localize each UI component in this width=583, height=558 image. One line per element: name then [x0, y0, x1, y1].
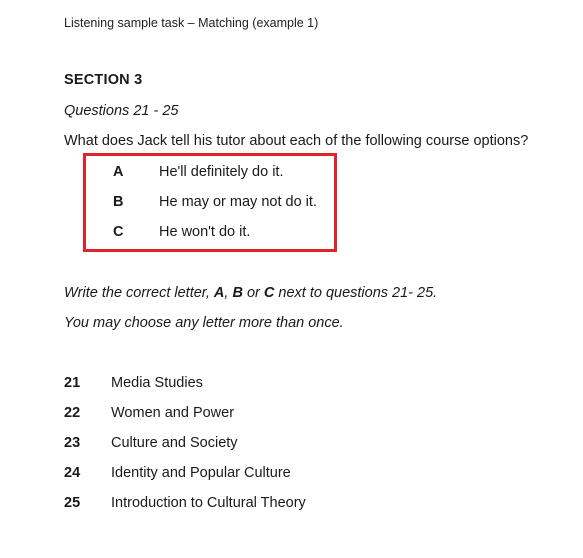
question-text: Culture and Society — [111, 435, 238, 451]
question-number: 25 — [64, 495, 81, 511]
section-title: SECTION 3 — [64, 72, 143, 88]
option-text: He won't do it. — [159, 224, 251, 240]
question-row-24 — [64, 465, 464, 483]
question-text: Media Studies — [111, 375, 203, 391]
questions-range: Questions 21 - 25 — [64, 103, 179, 119]
option-letter: A — [113, 164, 124, 180]
option-text: He may or may not do it. — [159, 194, 317, 210]
option-letter: B — [113, 194, 124, 210]
document-header: Listening sample task – Matching (example 1) — [64, 16, 319, 30]
question-number: 23 — [64, 435, 81, 451]
question-text: Identity and Popular Culture — [111, 465, 291, 481]
letter-c: C — [263, 285, 275, 301]
question-row-22 — [64, 405, 464, 423]
question-row-25 — [64, 495, 464, 513]
options-highlight-box — [83, 153, 337, 252]
option-row-b — [86, 194, 334, 212]
question-number: 24 — [64, 465, 81, 481]
instruction-write-letter — [64, 285, 437, 301]
option-letter: C — [113, 224, 124, 240]
instruction-text: Write the correct letter, — [64, 285, 214, 301]
question-row-21 — [64, 375, 464, 393]
option-text: He'll definitely do it. — [159, 164, 284, 180]
instruction-separator: or — [242, 285, 264, 301]
option-row-c — [86, 224, 334, 242]
question-text: Introduction to Cultural Theory — [111, 495, 306, 511]
letter-a: A — [213, 285, 225, 301]
letter-b: B — [232, 285, 243, 301]
question-number: 22 — [64, 405, 81, 421]
option-row-a — [86, 164, 334, 182]
instruction-separator: , — [224, 285, 233, 301]
instruction-text: next to questions 21- 25. — [274, 285, 438, 301]
question-prompt: What does Jack tell his tutor about each of the following course options? — [64, 133, 529, 149]
instruction-choose-more: You may choose any letter more than once. — [64, 315, 344, 331]
question-number: 21 — [64, 375, 81, 391]
question-text: Women and Power — [111, 405, 235, 421]
question-row-23 — [64, 435, 464, 453]
